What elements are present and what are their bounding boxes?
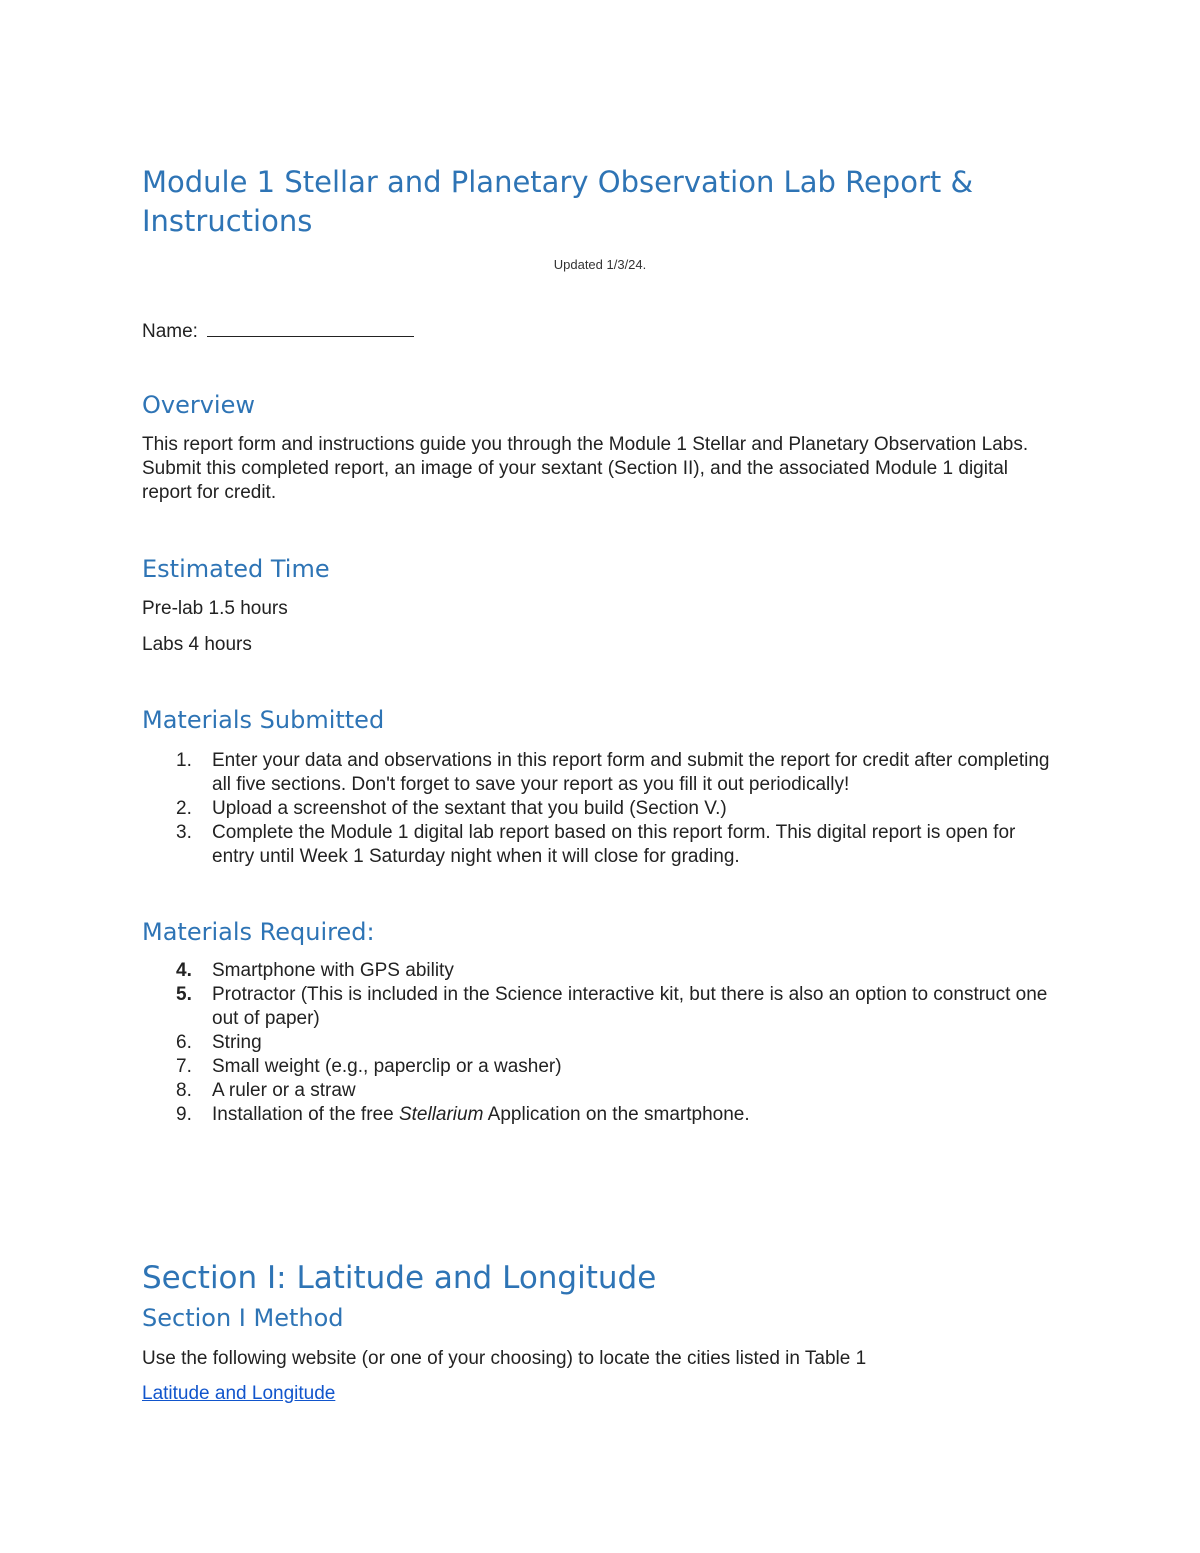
- materials-submitted-list: [142, 749, 1062, 869]
- list-item: [142, 1079, 1062, 1103]
- list-item-text: Smartphone with GPS ability: [212, 960, 454, 981]
- list-item-text: Enter your data and observations in this report form and submit the report for credit after completing all five sections. Don't forget to save your report as you fill it out periodically!: [212, 750, 1050, 795]
- section1-method-heading: Section I Method: [142, 1304, 344, 1332]
- list-item: [142, 1031, 1062, 1055]
- list-item-number: 7.: [176, 1056, 192, 1077]
- list-item-number: 5.: [176, 984, 192, 1005]
- list-item: [142, 1103, 1062, 1127]
- list-item-text-after: Application on the smartphone.: [483, 1104, 750, 1125]
- stellarium-app-name: Stellarium: [398, 1104, 484, 1125]
- list-item-number: 6.: [176, 1032, 192, 1053]
- list-item-text-before: Installation of the free: [212, 1104, 399, 1125]
- latitude-longitude-link-row: [142, 1382, 335, 1406]
- list-item-text: Complete the Module 1 digital lab report based on this report form. This digital report is open for entry until Week 1 Saturday night when it will close for grading.: [212, 822, 1016, 867]
- list-item-number: 8.: [176, 1080, 192, 1101]
- page-title: Module 1 Stellar and Planetary Observation Lab Report & Instructions: [142, 165, 974, 238]
- list-item: [142, 983, 1062, 1031]
- name-field-row: [142, 318, 414, 344]
- list-item-text: [212, 1104, 750, 1125]
- latitude-longitude-link[interactable]: Latitude and Longitude: [142, 1383, 336, 1404]
- list-item-text: String: [212, 1032, 262, 1053]
- list-item-number: 9.: [176, 1104, 192, 1125]
- labs-time-suffix: hours: [199, 634, 252, 655]
- list-item-text: Small weight (e.g., paperclip or a washer): [212, 1056, 562, 1077]
- list-item-number: 3.: [176, 822, 192, 843]
- list-item-text: A ruler or a straw: [212, 1080, 356, 1101]
- list-item: [142, 959, 1062, 983]
- section1-method-text: Use the following website (or one of your choosing) to locate the cities listed in Table 1: [142, 1348, 867, 1369]
- list-item: [142, 1055, 1062, 1079]
- materials-required-heading: Materials Required:: [142, 918, 375, 946]
- list-item: [142, 797, 1062, 821]
- overview-heading: Overview: [142, 391, 255, 419]
- prelab-time: Pre-lab 1.5 hours: [142, 598, 288, 619]
- materials-submitted-heading: Materials Submitted: [142, 706, 385, 734]
- materials-required-list: [142, 959, 1062, 1127]
- list-item-text: Protractor (This is included in the Science interactive kit, but there is also an option to construct one out of paper): [212, 984, 1048, 1029]
- overview-text: This report form and instructions guide you through the Module 1 Stellar and Planetary Observation Labs. Submit this completed report, an image of your sextant (Section II), and the associated Module 1 digital report for credit.: [142, 434, 1029, 503]
- list-item-text: Upload a screenshot of the sextant that you build (Section V.): [212, 798, 727, 819]
- list-item: [142, 821, 1062, 869]
- list-item-number: 4.: [176, 960, 192, 981]
- estimated-time-heading: Estimated Time: [142, 555, 330, 583]
- name-blank-line[interactable]: [207, 318, 414, 337]
- section1-heading: Section I: Latitude and Longitude: [142, 1260, 657, 1296]
- labs-time-number: 4: [188, 634, 200, 655]
- name-label: Name:: [142, 321, 198, 342]
- list-item-number: 2.: [176, 798, 192, 819]
- list-item-number: 1.: [176, 750, 192, 771]
- labs-time-prefix: Labs: [142, 634, 189, 655]
- labs-time: [142, 633, 252, 657]
- updated-date: Updated 1/3/24.: [553, 257, 647, 272]
- list-item: [142, 749, 1062, 797]
